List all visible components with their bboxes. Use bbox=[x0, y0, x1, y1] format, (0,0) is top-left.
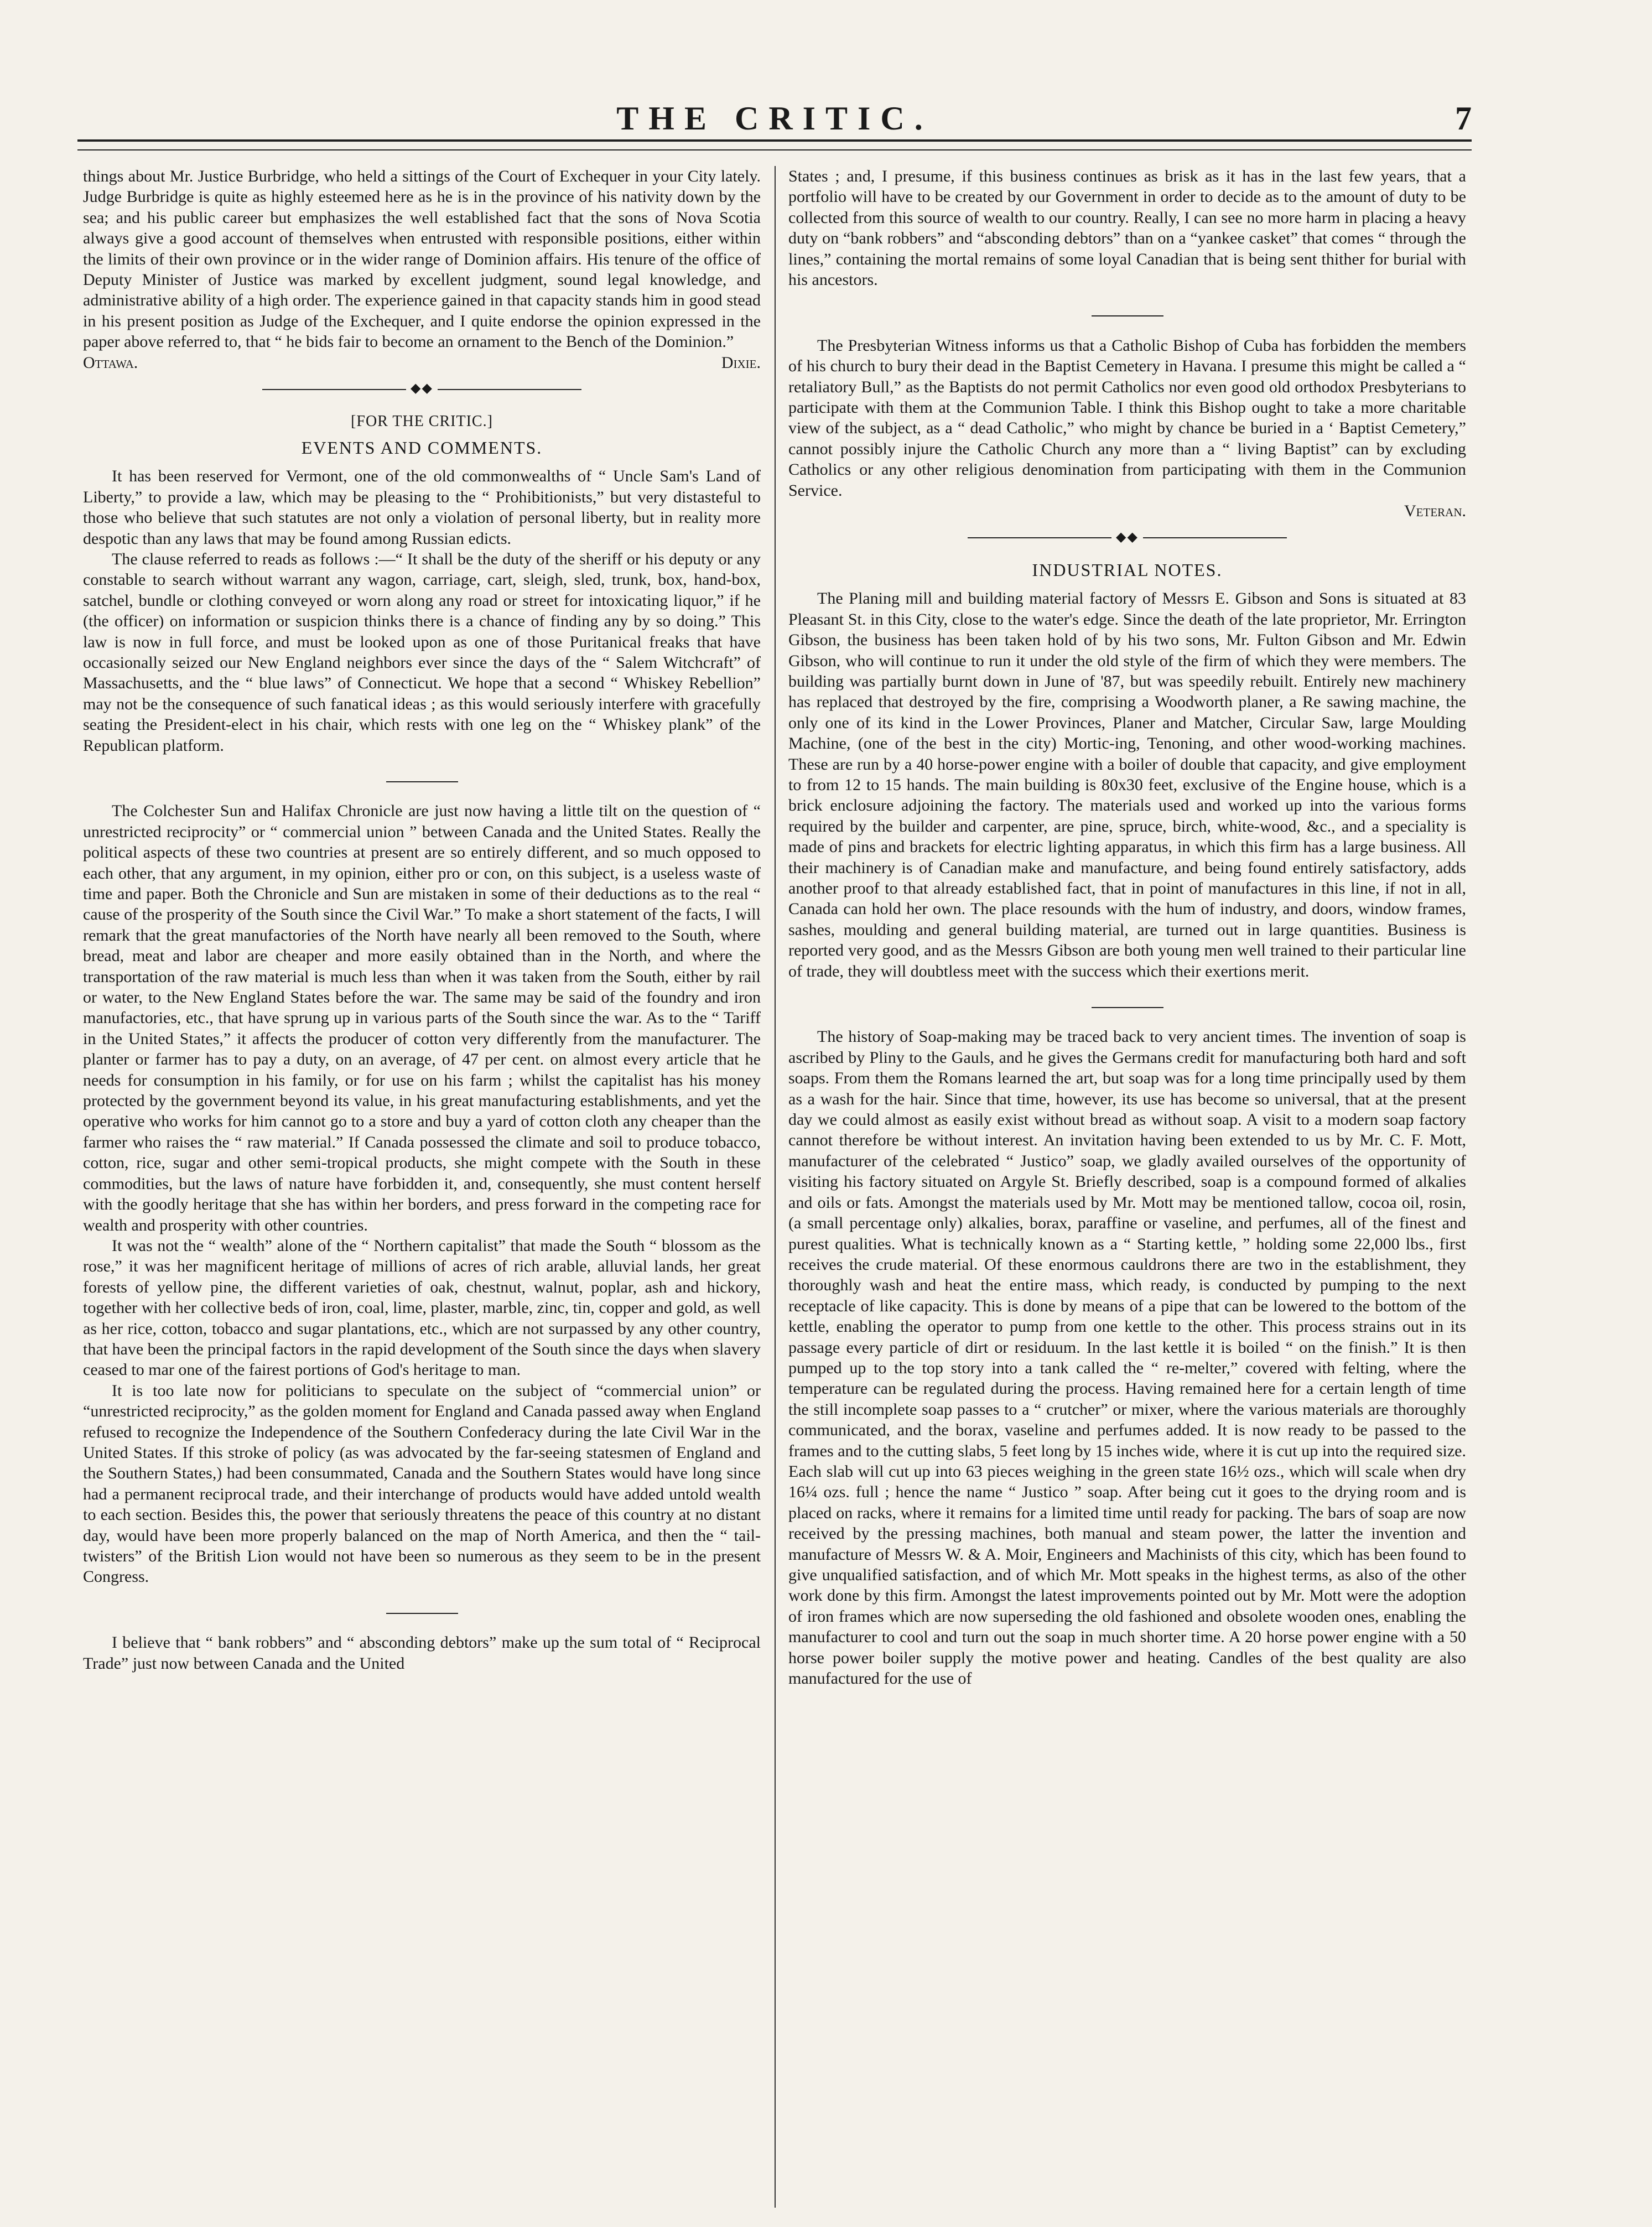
paragraph-colchester: The Colchester Sun and Halifax Chronicle are just now having a little tilt on the question of “ unrestricted reciprocity” or “ commercial union ” between Canada and the United States. Really the political aspects of these two countries at present are so entirely different, and so much opposed to each other, that any argument, in my opinion, either pro or con, on this subject, is a useless waste of time and paper. Both the Chronicle and Sun are mistaken in some of their deductions as to the real “ cause of the prosperity of the South since the Civil War.” To make a short statement of the facts, I will remark that the great manufactories of the North have nearly all been removed to the South, where bread, meat and labor are cheaper and more easily obtained than in the North, and where the transportation of the raw material is much less than when it was taken from the South, either by rail or water, to the New England States before the war. The same may be said of the foundry and iron manufactories, etc., that have sprung up in various parts of the South since the war. As to the “ Tariff in the United States,” it affects the producer of cotton very differently from the manufacturer. The planter or farmer has to pay a duty, on an average, of 47 per cent. on almost every article that he needs for consumption in his family, or for use on his farm ; whilst the capitalist has his money protected by the government beyond its value, in his great manufacturing establishments, and yet the operative who works for him cannot go to a store and buy a yard of cotton cloth any cheaper than the farmer who raises the “ raw material.” If Canada possessed the climate and soil to produce tobacco, cotton, rice, sugar and other semi-tropical products, she might compete with the South in these commodities, but the laws of nature have forbidden it, and, consequently, she must content herself with the goodly heritage that she has within her borders, and press forward in the competing race for wealth and prosperity with other countries. bbox=[83, 802, 761, 1234]
section-kicker: [FOR THE CRITIC.] bbox=[351, 413, 493, 430]
paragraph-presbyterian-witness: The Presbyterian Witness informs us that a Catholic Bishop of Cuba has forbidden the members of his church to bury their dead in the Baptist Cemetery in Havana. I presume this might be called a “ retaliatory Bull,” as the Baptists do not permit Catholics nor even good old orthodox Presbyterians to participate with them at the Communion Table. I think this Bishop ought to take a more charitable view of the subject, as a “ dead Catholic,” who might by chance be buried in a ‘ Baptist Cemetery,” cannot possibly injure the Catholic Church any more than a “ living Baptist” can by excluding Catholics or any other religious denomination from participating with them in the Communion Service. bbox=[788, 336, 1466, 500]
section-title-industrial: INDUSTRIAL NOTES. bbox=[1032, 559, 1223, 580]
section-ornament: ◆◆ bbox=[788, 527, 1466, 548]
paragraph-vermont: It has been reserved for Vermont, one of the old commonwealths of “ Uncle Sam's Land of Liberty,” to provide a law, which may be pleasing to the “ Prohibitionists,” but very distasteful to those who believe that such statutes are not only a violation of personal liberty, but in reality more despotic than any laws that may be found among Russian edicts. bbox=[83, 467, 761, 548]
column-divider bbox=[775, 166, 776, 2208]
paragraph-rule bbox=[83, 767, 761, 787]
paragraph-too-late: It is too late now for politicians to speculate on the subject of “commercial union” or “unrestricted reciprocity,” as the golden moment for England and Canada passed away when England refused to recognize the Independence of the Southern Confederacy during the late Civil War in the United States. If this stroke of policy (as was advocated by the far-seeing statesmen of England and the Southern States,) had been consummated, Canada and the Southern States would have long since had a permanent reciprocal trade, and their interchange of products would have added untold wealth to each section. Besides this, the power that seriously threatens the peace of this country at no distant day, would have been more properly balanced on the map of North America, and then the “ tail-twisters” of the British Lion would not have been so numerous as they seem to be in the present Congress. bbox=[83, 1381, 761, 1586]
page-number: 7 bbox=[1455, 100, 1472, 137]
masthead bbox=[77, 100, 1472, 144]
paragraph-soap: The history of Soap-making may be traced back to very ancient times. The invention of soap is ascribed by Pliny to the Gauls, and he gives the Germans credit for manufacturing both hard and soft soaps. From them the Romans learned the art, but soap was for a long time principally used by them as a wash for the hair. Since that time, however, its use has become so universal, that at the present day we could almost as easily exist without bread as without soap. A visit to a modern soap factory cannot therefore be without interest. An invitation having been extended to us by Mr. C. F. Mott, manufacturer of the celebrated “ Justico” soap, we gladly availed ourselves of the opportunity of visiting his factory situated on Argyle St. Briefly described, soap is a compound formed of alkalies and oils or fats. Amongst the materials used by Mr. Mott may be mentioned tallow, cocoa oil, rosin, (a small percentage only) alkalies, borax, paraffine or vaseline, and perfumes, all of the finest and purest qualities. What is technically known as a “ Starting kettle, ” holding some 22,000 lbs., first receives the crude material. Of these enormous cauldrons there are two in the establishment, they thoroughly wash and heat the entire mass, which ready, is conducted by pumping to the next receptacle of like capacity. This is done by means of a pipe that can be lowered to the bottom of the kettle, enabling the operator to pump from one kettle to the other. This process strains out in its passage every particle of dirt or residuum. In the last kettle it is boiled “ on the finish.” It is then pumped up to the top story into a tank called the “ re-melter,” covered with felting, where the temperature can be regulated during the process. Having remained here for a certain length of time the still incomplete soap passes to a “ crutcher” or mixer, where the various materials are thoroughly communicated, and the borax, vaseline and perfumes added. It is now ready to be passed to the frames and to the cutting slabs, 5 feet long by 15 inches wide, where it is cut up into the required size. Each slab will cut up into 63 pieces weighing in the green state 16½ ozs., which will scale when dry 16¼ ozs. full ; hence the name “ Justico ” soap. After being cut it goes to the drying room and is placed on racks, where it remains for a limited time until ready for packing. The bars of soap are now received by the pressing machines, both manual and steam power, the latter the invention and manufacture of Messrs W. & A. Moir, Engineers and Machinists of this city, which has been found to give unqualified satisfaction, and of which Mr. Mott speaks in the highest terms, as also of the other work done by this firm. Amongst the latest improvements pointed out by Mr. Mott were the adoption of iron frames which are now superseding the old fashioned and obsolete wooden ones, enabling the manufacturer to cool and turn out the soap in much shorter time. A 20 horse power engine with a 50 horse power boiler supply the motive power and heating. Candles of the best quality are also manufactured for the use of bbox=[788, 1027, 1466, 1688]
publication-title: THE CRITIC. bbox=[616, 100, 933, 137]
paragraph-rule bbox=[788, 993, 1466, 1013]
left-column bbox=[83, 166, 761, 2202]
paragraph-planing-mill: The Planing mill and building material factory of Messrs E. Gibson and Sons is situated at 83 Pleasant St. in this City, close to the water's edge. Since the death of the late proprietor, Mr. Errington Gibson, the business has been taken hold of by his two sons, Mr. Fulton Gibson and Mr. Edwin Gibson, who will continue to run it under the old style of the firm of which they were members. The building was partially burnt down in June of '87, but was speedily rebuilt. Entirely new machinery has replaced that destroyed by the fire, comprising a Woodworth planer, a Re sawing machine, the only one of its kind in the Lower Provinces, Planer and Matcher, Circular Saw, large Moulding Machine, (one of the best in the city) Mortic-ing, Tenoning, and other wood-working machines. These are run by a 40 horse-power engine with a boiler of double that capacity, and give employment to from 12 to 15 hands. The main building is 80x30 feet, exclusive of the Engine house, which is a brick enclosure adjoining the factory. The materials used and worked up into the various forms required by the builder and carpenter, are pine, spruce, birch, white-wood, &c., and a speciality is made of pins and brackets for electric lighting apparatus, in which this firm has a large business. All their machinery is of Canadian make and manufacture, and being found entirely satisfactory, adds another proof to that already established fact, that in point of manufactures in this line, if not in all, Canada can hold her own. The place resounds with the hum of industry, and doors, window frames, sashes, moulding and general building material, are turned out in large quantities. Business is reported very good, and as the Messrs Gibson are both young men well trained to their particular line of trade, they will doubtless meet with the success which their exertions merit. bbox=[788, 589, 1466, 980]
byline-dixie bbox=[83, 352, 761, 373]
masthead-rule bbox=[77, 139, 1472, 150]
paragraph-wealth: It was not the “ wealth” alone of the “ Northern capitalist” that made the South “ blossom as the rose,” it was her magnificent heritage of millions of acres of rich arable, alluvial lands, her great forests of yellow pine, the different varieties of oak, chestnut, walnut, poplar, ash and hickory, together with her collective beds of iron, coal, lime, plaster, marble, zinc, tin, copper and gold, as well as her rice, cotton, tobacco and sugar plantations, etc., which are not surpassed by any other country, that have been the principal factors in the rapid development of the South since the days when slavery ceased to mar one of the fairest portions of God's heritage to man. bbox=[83, 1236, 761, 1379]
byline-author: Dixie. bbox=[721, 353, 761, 372]
section-title-events: EVENTS AND COMMENTS. bbox=[301, 437, 543, 458]
byline-author: Veteran. bbox=[1404, 502, 1466, 521]
byline-place: Ottawa. bbox=[83, 353, 138, 372]
section-ornament: ◆◆ bbox=[83, 378, 761, 399]
byline-veteran bbox=[788, 501, 1466, 521]
article-dixie-text: things about Mr. Justice Burbridge, who held a sittings of the Court of Exchequer in your City lately. Judge Burbridge is quite as highly esteemed here as he is in the province of his nativity down by the sea; and his public career but emphasizes the well established fact that the sons of Nova Scotia always give a good account of themselves when entrusted with responsible positions, either within the limits of their own province or in the wider range of Dominion affairs. His tenure of the office of Deputy Minister of Justice was marked by excellent judgment, sound legal knowledge, and administrative ability of a high order. The experience gained in that capacity stands him in good stead in his present position as Judge of the Exchequer, and I quite endorse the opinion expressed in the paper above referred to, that “ he bids fair to become an ornament to the Bench of the Dominion.” bbox=[83, 167, 761, 351]
paragraph-clause: The clause referred to reads as follows :—“ It shall be the duty of the sheriff or his deputy or any constable to search without warrant any wagon, carriage, cart, sleigh, sled, trunk, box, hand-box, satchel, bundle or clothing conveyed or worn along any road or street for intoxicating liquor,” if he (the officer) on information or suspicion thinks there is a chance of finding any by so doing.” This law is now in full force, and must be looked upon as one of those Puritanical freaks that have occasionally seized our New England neighbors ever since the days of the “ Salem Witchcraft” of Massachusetts, and the “ blue laws” of Connecticut. We hope that a second “ Whiskey Rebellion” may not be the consequence of such fanatical ideas ; as this would seriously interfere with gracefully seating the President-elect in his chair, which rests with one leg on the “ Whiskey plank” of the Republican platform. bbox=[83, 549, 761, 755]
right-column bbox=[788, 166, 1466, 2202]
paragraph-rule bbox=[83, 1598, 761, 1619]
paragraph-rule bbox=[788, 301, 1466, 321]
paragraph-bank-robbers: I believe that “ bank robbers” and “ absconding debtors” make up the sum total of “ Reciprocal Trade” just now between Canada and the United bbox=[83, 1633, 761, 1673]
paragraph-states: States ; and, I presume, if this business continues as brisk as it has in the last few years, that a portfolio will have to be created by our Government in order to decide as to the amount of duty to be collected from this source of wealth to our country. Really, I can see no more harm in placing a heavy duty on “bank robbers” and “absconding debtors” than on a “yankee casket” that comes “ through the lines,” containing the mortal remains of some loyal Canadian that is being sent thither for burial with his ancestors. bbox=[788, 167, 1466, 289]
